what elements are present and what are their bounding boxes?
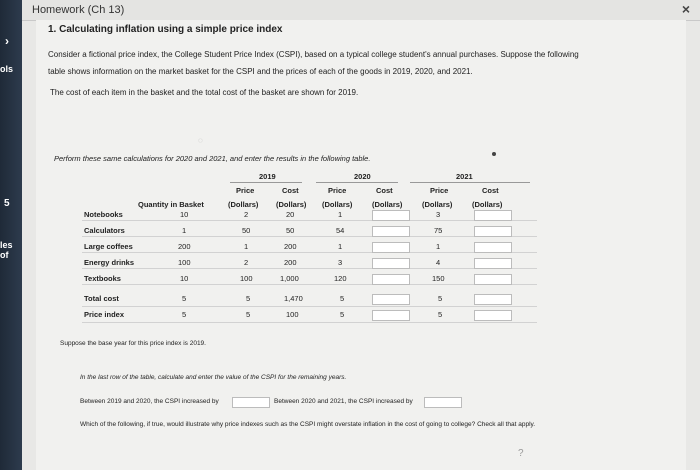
header-bar bbox=[22, 0, 700, 21]
sidebar-label-les-of: les of bbox=[0, 240, 13, 260]
header-dollars: (Dollars) bbox=[422, 200, 453, 209]
row-qty: 10 bbox=[180, 210, 189, 219]
divider bbox=[230, 182, 302, 183]
row-qty: 1 bbox=[182, 226, 187, 235]
close-icon[interactable]: × bbox=[681, 1, 690, 17]
cost-2020-input[interactable] bbox=[372, 226, 410, 237]
row-line bbox=[82, 236, 537, 237]
cost-2020-input[interactable] bbox=[372, 258, 410, 269]
row-price-2019: 100 bbox=[240, 274, 253, 283]
row-qty: 10 bbox=[180, 274, 189, 283]
question-intro: Consider a fictional price index, the College Student Price Index (CSPI), based on a typical college student's annual purchases. Suppose the following table shows information on the market basket for the CSPI and the prices of each of the goods in 2019, 2020, and 2021. bbox=[48, 50, 579, 76]
question-title: 1. Calculating inflation using a simple price index bbox=[48, 24, 283, 35]
header-cost-2020: Cost bbox=[376, 186, 393, 195]
row-item: Textbooks bbox=[84, 274, 121, 283]
row-price-2020: 3 bbox=[338, 258, 343, 267]
row-line bbox=[82, 284, 537, 285]
row-price-2020: 120 bbox=[334, 274, 347, 283]
question-panel bbox=[36, 20, 686, 470]
row-price-2021: 1 bbox=[436, 242, 441, 251]
total-cost-label: Total cost bbox=[84, 294, 119, 303]
cost-2020-input[interactable] bbox=[372, 242, 410, 253]
row-price-2020: 54 bbox=[336, 226, 345, 235]
row-item: Notebooks bbox=[84, 210, 123, 219]
header-dollars: (Dollars) bbox=[322, 200, 353, 209]
cost-2020-input[interactable] bbox=[372, 274, 410, 285]
header-price-2020: Price bbox=[328, 186, 347, 195]
total-price-2021: 5 bbox=[438, 294, 443, 303]
row-cost-2019: 200 bbox=[284, 242, 297, 251]
row-price-2019: 2 bbox=[244, 258, 249, 267]
sidebar-label-ols: ols bbox=[0, 64, 14, 74]
increase-2020-2021-input[interactable] bbox=[424, 397, 462, 408]
index-cost-2019: 100 bbox=[286, 310, 299, 319]
year-2020: 2020 bbox=[354, 172, 371, 181]
row-price-2019: 2 bbox=[244, 210, 249, 219]
cost-2021-input[interactable] bbox=[474, 226, 512, 237]
total-price-2019: 5 bbox=[246, 294, 251, 303]
divider bbox=[410, 182, 530, 183]
header-dollars: (Dollars) bbox=[472, 200, 503, 209]
cost-2021-input[interactable] bbox=[474, 242, 512, 253]
overstate-question: Which of the following, if true, would illustrate why price indexes such as the CSPI might overstate inflation in the cost of going to college? Check all that apply. bbox=[80, 421, 536, 428]
year-2021: 2021 bbox=[456, 172, 473, 181]
total-cost-2019: 1,470 bbox=[284, 294, 303, 303]
cost-2020-input[interactable] bbox=[372, 210, 410, 221]
row-price-2021: 75 bbox=[434, 226, 443, 235]
header-price-2019: Price bbox=[236, 186, 255, 195]
row-price-2020: 1 bbox=[338, 210, 343, 219]
between-2019-2020-label: Between 2019 and 2020, the CSPI increased by bbox=[80, 398, 219, 405]
row-price-2020: 1 bbox=[338, 242, 343, 251]
index-qty: 5 bbox=[182, 310, 187, 319]
row-line bbox=[82, 268, 537, 269]
row-cost-2019: 50 bbox=[286, 226, 295, 235]
sidebar-label-5: 5 bbox=[4, 198, 10, 209]
page-title: Homework (Ch 13) bbox=[32, 4, 125, 16]
increase-2019-2020-input[interactable] bbox=[232, 397, 270, 408]
price-table bbox=[54, 170, 534, 350]
base-year-note: Suppose the base year for this price index is 2019. bbox=[60, 340, 206, 347]
total-cost-2021-input[interactable] bbox=[474, 294, 512, 305]
row-price-2021: 150 bbox=[432, 274, 445, 283]
between-2020-2021-label: Between 2020 and 2021, the CSPI increased by bbox=[274, 398, 413, 405]
instructions-text: Perform these same calculations for 2020 and 2021, and enter the results in the following table. bbox=[54, 154, 371, 163]
header-dollars: (Dollars) bbox=[276, 200, 307, 209]
price-index-label: Price index bbox=[84, 310, 125, 319]
row-price-2021: 3 bbox=[436, 210, 441, 219]
last-row-instruction: In the last row of the table, calculate and enter the value of the CSPI for the remaining years. bbox=[80, 374, 347, 381]
total-cost-2020-input[interactable] bbox=[372, 294, 410, 305]
row-line bbox=[82, 220, 537, 221]
help-icon[interactable]: ? bbox=[518, 448, 524, 459]
index-2021-input[interactable] bbox=[474, 310, 512, 321]
row-cost-2019: 1,000 bbox=[280, 274, 299, 283]
chevron-right-icon[interactable]: › bbox=[5, 34, 9, 48]
total-price-2020: 5 bbox=[340, 294, 345, 303]
row-price-2021: 4 bbox=[436, 258, 441, 267]
row-qty: 200 bbox=[178, 242, 191, 251]
cost-2021-input[interactable] bbox=[474, 210, 512, 221]
left-sidebar bbox=[0, 0, 22, 470]
header-cost-2019: Cost bbox=[282, 186, 299, 195]
year-2019: 2019 bbox=[259, 172, 276, 181]
row-line bbox=[82, 306, 537, 307]
row-line bbox=[82, 322, 537, 323]
index-2020-input[interactable] bbox=[372, 310, 410, 321]
row-qty: 100 bbox=[178, 258, 191, 267]
header-dollars: (Dollars) bbox=[372, 200, 403, 209]
divider bbox=[316, 182, 398, 183]
total-qty: 5 bbox=[182, 294, 187, 303]
row-price-2019: 1 bbox=[244, 242, 249, 251]
bullet-icon bbox=[492, 152, 496, 156]
header-price-2021: Price bbox=[430, 186, 449, 195]
index-price-2021: 5 bbox=[438, 310, 443, 319]
row-cost-2019: 20 bbox=[286, 210, 295, 219]
row-cost-2019: 200 bbox=[284, 258, 297, 267]
row-item: Energy drinks bbox=[84, 258, 135, 267]
index-price-2019: 5 bbox=[246, 310, 251, 319]
header-quantity: Quantity in Basket bbox=[138, 200, 204, 209]
cost-2021-input[interactable] bbox=[474, 258, 512, 269]
loading-icon: ◌ bbox=[198, 136, 203, 145]
cost-2021-input[interactable] bbox=[474, 274, 512, 285]
row-line bbox=[82, 252, 537, 253]
header-cost-2021: Cost bbox=[482, 186, 499, 195]
header-dollars: (Dollars) bbox=[228, 200, 259, 209]
row-item: Calculators bbox=[84, 226, 125, 235]
cost-note: The cost of each item in the basket and the total cost of the basket are shown for 2019. bbox=[50, 88, 359, 97]
main-area bbox=[22, 0, 700, 470]
row-item: Large coffees bbox=[84, 242, 133, 251]
index-price-2020: 5 bbox=[340, 310, 345, 319]
row-price-2019: 50 bbox=[242, 226, 251, 235]
